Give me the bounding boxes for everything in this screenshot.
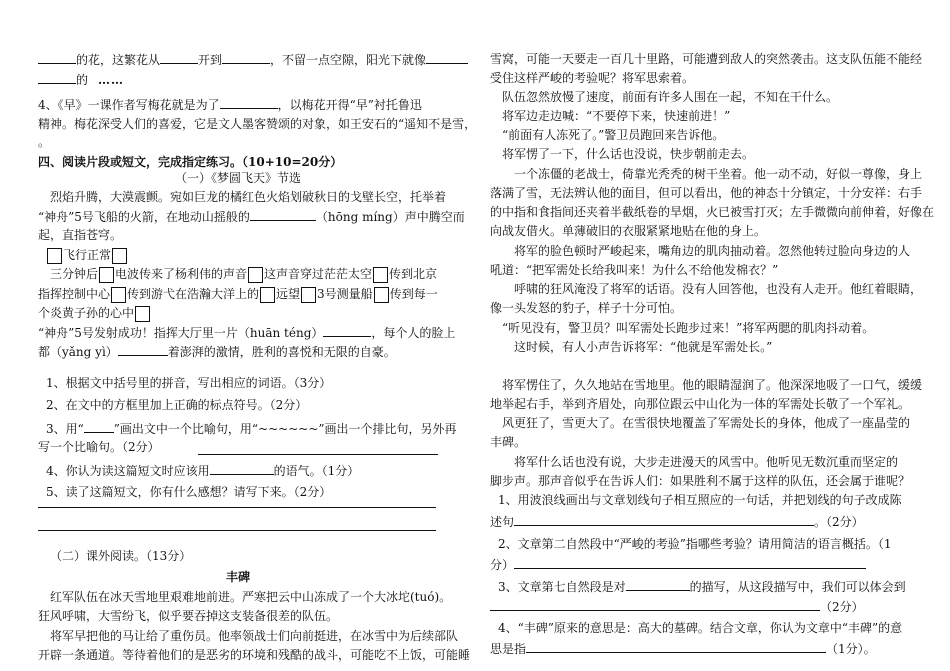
question-1: 1、根据文中括号里的拼音，写出相应的词语。（3分）: [46, 376, 332, 390]
article-line: “听见没有，警卫员？叫军需处长跑步过来！”将军两腮的肌肉抖动着。: [502, 321, 875, 335]
article-line-4: 开辟一条通道。等待着他们的是恶劣的环境和残酷的战斗，可能吃不上饭，可能睡: [38, 648, 471, 662]
article-line: 丰碑。: [490, 435, 527, 449]
question-3: 3、用“ ”画出文中一个比喻句，用“~~~~~~”画出一个排比句，另外再: [46, 422, 457, 436]
punctuation-box[interactable]: [373, 267, 388, 283]
passage-1-line-4: 飞行正常: [46, 247, 128, 264]
answer-blank[interactable]: [160, 51, 198, 64]
article-line-1: 红军队伍在冰天雪地里艰难地前进。严寒把云中山冻成了一个大冰坨(tuó)。: [50, 590, 452, 604]
article-line: 将军什么话也没有说，大步走进漫天的风雪中。他听见无数沉重而坚定的: [514, 455, 899, 469]
subsection-1-title: （一）《梦圆飞天》节选: [174, 171, 301, 185]
answer-blank[interactable]: [250, 208, 316, 221]
article-line-2: 狂风呼啸，大雪纷飞，似乎要吞掉这支装备很差的队伍。: [38, 609, 339, 623]
article-line-3: 将军早把他的马让给了重伤员。他率领战士们向前挺进，在冰雪中为后续部队: [50, 629, 459, 643]
question-3-cont: 写一个比喻句。（2分）: [38, 440, 160, 454]
article-line: 队伍忽然放慢了速度，前面有许多人围在一起，不知在干什么。: [502, 90, 839, 104]
passage-1-line-7: 个炎黄子孙的心中: [38, 305, 151, 322]
question-4-cont: 精神。梅花深受人们的喜爱，它是文人墨客赞颂的对象，如王安石的“遥知不是雪，: [38, 117, 477, 131]
question-4: 4、《早》一课作者写梅花就是为了 ，以梅花开得“早”衬托鲁迅: [38, 98, 422, 112]
punctuation-box[interactable]: [99, 267, 114, 283]
punctuation-box[interactable]: [301, 287, 316, 303]
question-4: 4、“丰碑”原来的意思是：高大的墓碑。结合文章，你认为文章中“丰碑”的意: [498, 621, 903, 635]
question-4b: 4、你认为读这篇短文时应该用 的语气。（1分）: [46, 464, 360, 478]
article-line: “前面有人冻死了。”警卫员跑回来告诉他。: [502, 128, 725, 142]
article-line: 呼啸的狂风淹没了将军的话语。没有人回答他，也没有人走开。他红着眼睛，: [514, 282, 923, 296]
question-1-cont: 述句 。（2分）: [490, 515, 864, 529]
answer-blank[interactable]: [220, 96, 278, 109]
answer-blank[interactable]: [118, 343, 168, 356]
punctuation-box[interactable]: [135, 306, 150, 322]
article-line: 脚步声。那声音似乎在告诉人们：如果胜利不属于这样的队伍，还会属于谁呢？: [490, 474, 911, 488]
section-4-heading: 四、阅读片段或短文，完成指定练习。（10+10=20分）: [38, 155, 343, 169]
article-line: 落满了雪，无法辨认他的面目，但可以看出，他的神态十分镇定，十分安祥：右手: [490, 186, 923, 200]
punctuation-box[interactable]: [248, 267, 263, 283]
answer-blank[interactable]: [490, 598, 820, 611]
question-2: 2、在文中的方框里加上正确的标点符号。（2分）: [46, 398, 308, 412]
passage-1-line-5: 三分钟后 电波传来了杨利伟的声音 这声音穿过茫茫太空 传到北京: [50, 267, 438, 281]
question-3-cont: （2分）: [490, 598, 864, 615]
article-line: 向战友借火。单薄破旧的衣服紧紧地贴在他的身上。: [490, 224, 767, 238]
article-line: 地举起右手，举到齐眉处，向那位跟云中山化为一体的军需处长敬了一个军礼。: [490, 397, 911, 411]
article-line: 风更狂了，雪更大了。在雪很快地覆盖了军需处长的身体，他成了一座晶莹的: [502, 416, 911, 430]
passage-1-line-1: 烈焰升腾，大漠震颤。宛如巨龙的橘红色火焰划破秋日的戈壁长空，托举着: [50, 190, 447, 204]
punctuation-box[interactable]: [111, 287, 126, 303]
question-4-cont: 思是指 （1分）。: [490, 642, 876, 656]
passage-1-line-3: 起，直指苍穹。: [38, 228, 123, 242]
passage-1-line-8: “神舟”5号发射成功！指挥大厅里一片（huān téng） ，每个人的脸上: [38, 326, 456, 340]
article-line: 的中指和食指间还夹着半截纸卷的旱烟，火已被雪打灭；左手微微向前伸着，好像在: [490, 205, 935, 219]
answer-line[interactable]: [38, 530, 436, 531]
answer-blank[interactable]: [514, 556, 866, 569]
passage-1-line-2: “神舟”5号飞船的火箭，在地动山摇般的 （hōng míng）声中腾空而: [38, 210, 465, 224]
article-line: 像一头发怒的豹子，样子十分可怕。: [490, 301, 683, 315]
article-line: 将军愣了一下，什么话也没说，快步朝前走去。: [502, 147, 755, 161]
answer-blank[interactable]: [210, 462, 274, 475]
question-5: 5、读了这篇短文，你有什么感想？请写下来。（2分）: [46, 485, 332, 499]
answer-blank: [84, 420, 114, 433]
punctuation-box[interactable]: [47, 248, 62, 264]
answer-line[interactable]: [198, 454, 438, 455]
answer-blank[interactable]: [526, 640, 826, 653]
article-line: 将军的脸色顿时严峻起来，嘴角边的肌肉抽动着。忽然他转过脸向身边的人: [514, 244, 911, 258]
fill-line-2: 的 ……: [38, 71, 124, 88]
article-title: 丰碑: [225, 570, 250, 584]
article-line: 将军边走边喊：“不要停下来，快速前进！”: [502, 109, 731, 123]
article-line: 吼道：“把军需处长给我叫来！为什么不给他发棉衣？”: [490, 263, 779, 277]
subsection-2-title: （二）课外阅读。（13分）: [50, 549, 192, 563]
answer-blank[interactable]: [626, 578, 690, 591]
answer-blank[interactable]: [426, 51, 468, 64]
fill-line-1: 的花，这繁花从 开到 ，不留一点空隙，阳光下就像: [38, 51, 468, 68]
question-3: 3、文章第七自然段是对 的描写，从这段描写中，我们可以体会到: [498, 580, 906, 594]
question-1: 1、用波浪线画出与文章划线句子相互照应的一句话，并把划线的句子改成陈: [498, 493, 902, 507]
punctuation-box[interactable]: [260, 287, 275, 303]
answer-blank[interactable]: [222, 51, 270, 64]
punctuation-box[interactable]: [112, 248, 127, 264]
question-2-cont: 分）: [490, 556, 866, 573]
question-2: 2、文章第二自然段中“严峻的考验”指哪些考验？请用简洁的语言概括。（1: [498, 537, 892, 551]
answer-blank[interactable]: [38, 71, 76, 84]
answer-blank[interactable]: [38, 51, 76, 64]
punctuation-box[interactable]: [374, 287, 389, 303]
answer-blank[interactable]: [514, 513, 814, 526]
passage-1-line-9: 都（yǎng yì） 着澎湃的激情，胜利的喜悦和无限的自豪。: [38, 345, 396, 359]
passage-1-line-6: 指挥控制中心 传到游弋在浩瀚大洋上的 远望 3号测量船 传到每一: [38, 287, 438, 301]
article-line: 受住这样严峻的考验呢？将军思索着。: [490, 71, 695, 85]
article-line: 这时候，有人小声告诉将军：“他就是军需处长。”: [514, 340, 773, 354]
answer-blank[interactable]: [323, 324, 371, 337]
answer-line[interactable]: [38, 507, 436, 508]
question-4-end: 。: [38, 135, 51, 149]
article-line: 雪窝，可能一天要走一百几十里路，可能遭到敌人的突然袭击。这支队伍能不能经: [490, 52, 923, 66]
article-line: 一个冻僵的老战士，倚靠光秃秃的树干坐着。他一动不动，好似一尊像，身上: [514, 167, 923, 181]
article-line: 将军愣住了，久久地站在雪地里。他的眼睛湿润了。他深深地吸了一口气，缓缓: [502, 378, 923, 392]
